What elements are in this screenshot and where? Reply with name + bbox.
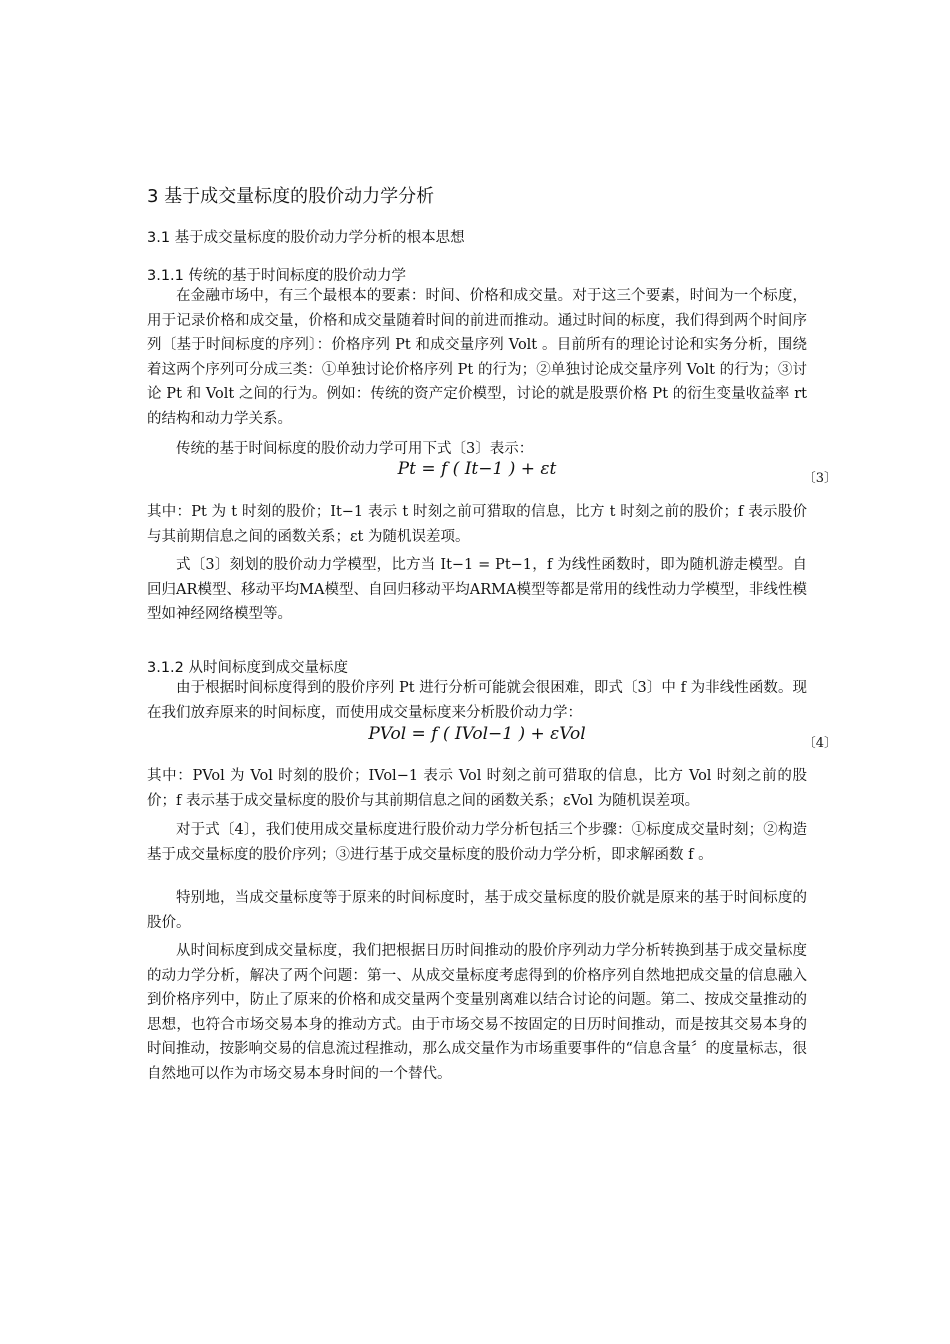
paragraph-5: 由于根据时间标度得到的股价序列 Pt 进行分析可能就会很困难，即式〔3〕中 f 为非线性函数。现在我们放弃原来的时间标度，而使用成交量标度来分析股价动力学： [147,680,807,721]
paragraph-3: 其中：Pt 为 t 时刻的股价；It−1 表示 t 时刻之前可猎取的信息，比方 t 时刻之前的股价；f 表示股价与其前期信息之间的函数关系；εt 为随机误差项。 [147,504,807,545]
equation-4-number: 〔4〕 [802,736,837,751]
equation-3-number: 〔3〕 [802,471,837,486]
paragraph-8: 特别地，当成交量标度等于原来的时间标度时，基于成交量标度的股价就是原来的基于时间标度的股价。 [147,890,807,931]
paragraph-4: 式〔3〕刻划的股价动力学模型，比方当 It−1 = Pt−1，f 为线性函数时，即为随机游走模型。自回归AR模型、移动平均MA模型、自回归移动平均ARMA模型等都是常用的线性动力学模型，非线性模型如神经网络模型等。 [147,557,807,622]
paragraph-9: 从时间标度到成交量标度，我们把根据日历时间推动的股价序列动力学分析转换到基于成交量标度的动力学分析，解决了两个问题：第一、从成交量标度考虑得到的价格序列自然地把成交量的信息融入到价格序列中，防止了原来的价格和成交量两个变量别离难以结合讨论的问题。第二、按成交量推动的思想，也符合市场交易本身的推动方式。由于市场交易不按固定的日历时间推动，而是按其交易本身的时间推动，按影响交易的信息流过程推动，那么成交量作为市场重要事件的“信息含量〞的度量标志，很自然地可以作为市场交易本身时间的一个替代。 [147,943,807,1082]
paragraph-7: 对于式〔4〕，我们使用成交量标度进行股价动力学分析包括三个步骤：①标度成交量时刻；②构造基于成交量标度的股价序列；③进行基于成交量标度的股价动力学分析，即求解函数 f 。 [147,822,807,863]
paragraph-6: 其中：PVol 为 Vol 时刻的股价；IVol−1 表示 Vol 时刻之前可猎取的信息，比方 Vol 时刻之前的股价；f 表示基于成交量标度的股价与其前期信息之间的函数关系；εVol 为随机误差项。 [147,768,807,809]
subsubsection-heading-2: 3.1.2 从时间标度到成交量标度 [147,660,349,676]
equation-3-formula: Pt = f ( It−1 ) + εt [397,459,557,479]
subsection-heading: 3.1 基于成交量标度的股价动力学分析的根本思想 [147,230,465,246]
paragraph-2: 传统的基于时间标度的股价动力学可用下式〔3〕表示： [176,441,534,457]
equation-4-formula: PVol = f ( IVol−1 ) + εVol [368,724,586,744]
paragraph-1: 在金融市场中，有三个最根本的要素：时间、价格和成交量。对于这三个要素，时间为一个标度，用于记录价格和成交量，价格和成交量随着时间的前进而推动。通过时间的标度，我们得到两个时间序列〔基于时间标度的序列〕：价格序列 Pt 和成交量序列 Volt 。目前所有的理论讨论和实务分析，围绕着这两个序列可分成三类：①单独讨论价格序列 Pt 的行为；②单独讨论成交量序列 Volt 的行为；③讨论 Pt 和 Volt 之间的行为。例如：传统的资产定价模型，讨论的就是股票价格 Pt 的衍生变量收益率 rt 的结构和动力学关系。 [147,288,807,427]
subsubsection-heading-1: 3.1.1 传统的基于时间标度的股价动力学 [147,268,407,284]
equation-4 [147,724,837,754]
equation-3 [147,459,837,489]
section-heading: 3 基于成交量标度的股价动力学分析 [147,186,435,207]
